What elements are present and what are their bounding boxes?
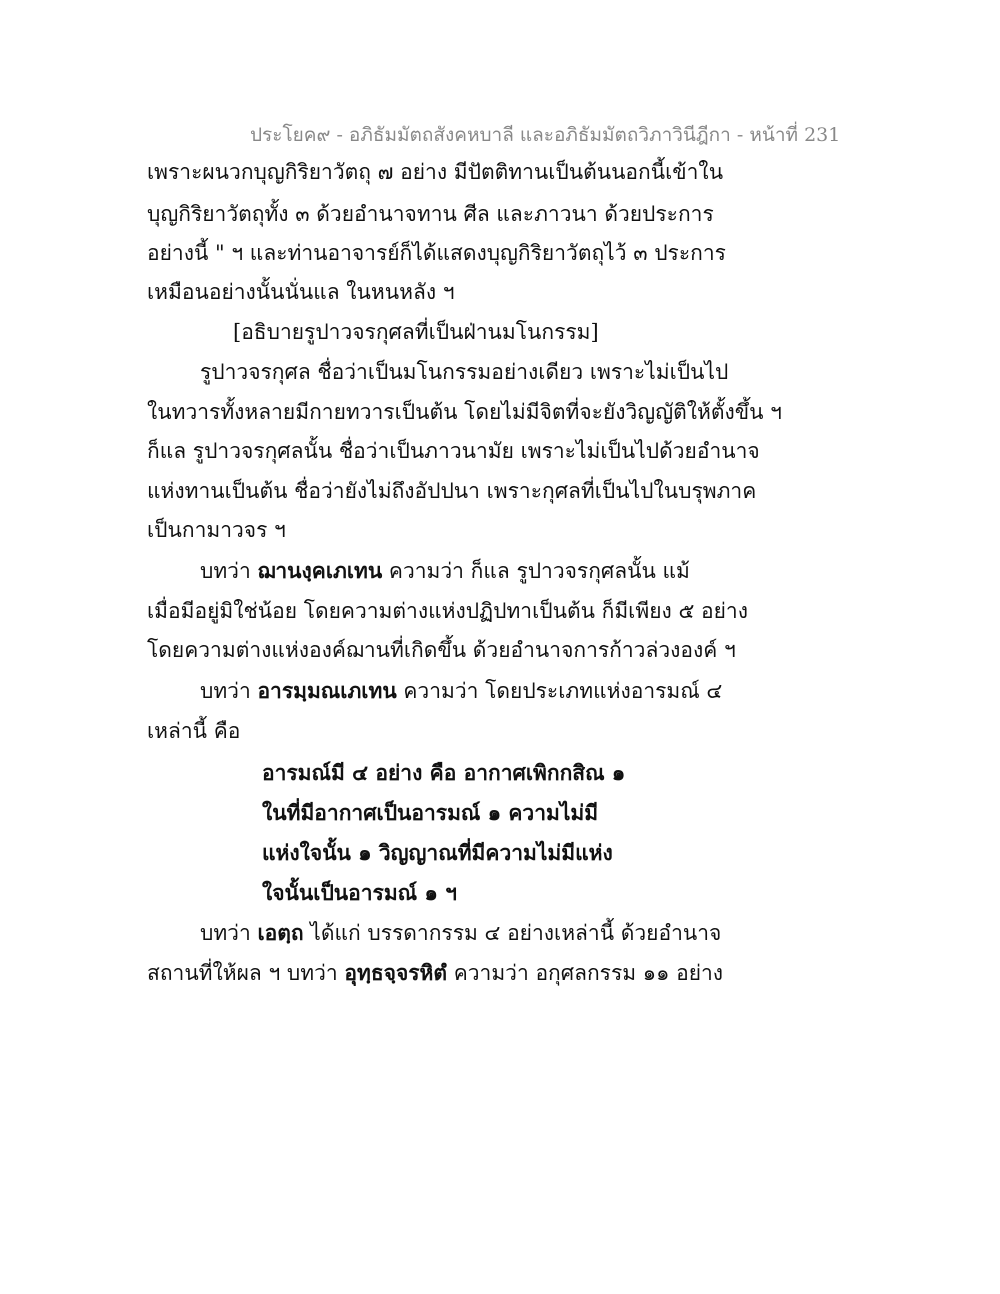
paragraph-line: บุญกิริยาวัตถุทั้ง ๓ ด้วยอำนาจทาน ศีล และภาวนา ด้วยประการ <box>147 202 714 226</box>
paragraph-line: เหล่านี้ คือ <box>147 719 241 743</box>
paragraph-line <box>200 676 722 706</box>
paragraph-line: เพราะผนวกบุญกิริยาวัตถุ ๗ อย่าง มีปัตติทานเป็นต้นนอกนี้เข้าใน <box>147 160 724 184</box>
plain-text: ได้แก่ บรรดากรรม ๔ อย่างเหล่านี้ ด้วยอำนาจ <box>303 921 722 945</box>
section-heading: [อธิบายรูปาวจรกุศลที่เป็นฝ่านมโนกรรม] <box>233 320 599 344</box>
paragraph-line: ในทวารทั้งหลายมีกายทวารเป็นต้น โดยไม่มีจิตที่จะยังวิญญัติให้ตั้งขึ้น ฯ <box>147 400 782 424</box>
plain-text: ความว่า โดยประเภทแห่งอารมณ์ ๔ <box>396 679 723 703</box>
paragraph-line: อย่างนี้ " ฯ และท่านอาจารย์ก็ได้แสดงบุญกิริยาวัตถุไว้ ๓ ประการ <box>147 241 726 265</box>
plain-text: บทว่า <box>200 679 258 703</box>
plain-text: สถานที่ให้ผล ฯ บทว่า <box>147 961 345 985</box>
pali-term: ฌานงฺคเภเทน <box>257 558 383 583</box>
plain-text: บทว่า <box>200 559 258 583</box>
pali-term: เอตฺถ <box>257 920 304 945</box>
paragraph-line: ก็แล รูปาวจรกุศลนั้น ชื่อว่าเป็นภาวนามัย เพราะไม่เป็นไปด้วยอำนาจ <box>147 439 760 463</box>
verse-line: อารมณ์มี ๔ อย่าง คือ อากาศเพิกกสิณ ๑ <box>262 760 626 785</box>
paragraph-line: โดยความต่างแห่งองค์ฌานที่เกิดขึ้น ด้วยอำนาจการก้าวล่วงองค์ ฯ <box>147 638 736 662</box>
plain-text: ความว่า ก็แล รูปาวจรกุศลนั้น แม้ <box>382 559 690 583</box>
paragraph-line: เป็นกามาวจร ฯ <box>147 518 286 542</box>
paragraph-line <box>200 918 721 948</box>
paragraph-line <box>200 556 690 586</box>
verse-line: ใจนั้นเป็นอารมณ์ ๑ ฯ <box>262 880 457 905</box>
plain-text: บทว่า <box>200 921 258 945</box>
paragraph-line: เมื่อมีอยู่มิใช่น้อย โดยความต่างแห่งปฏิปทาเป็นต้น ก็มีเพียง ๕ อย่าง <box>147 599 748 623</box>
verse-line: ในที่มีอากาศเป็นอารมณ์ ๑ ความไม่มี <box>262 800 599 825</box>
paragraph-line: แห่งทานเป็นต้น ชื่อว่ายังไม่ถึงอัปปนา เพราะกุศลที่เป็นไปในบรุพภาค <box>147 479 757 503</box>
pali-term: อารมฺมณเภเทน <box>257 678 397 703</box>
paragraph-line: รูปาวจรกุศล ชื่อว่าเป็นมโนกรรมอย่างเดียว เพราะไม่เป็นไป <box>200 360 729 384</box>
verse-line: แห่งใจนั้น ๑ วิญญาณที่มีความไม่มีแห่ง <box>262 840 613 865</box>
pali-term: อุทฺธจฺจรหิตํ <box>344 960 448 985</box>
paragraph-line <box>147 958 723 988</box>
paragraph-line: เหมือนอย่างนั้นนั่นแล ในหนหลัง ฯ <box>147 280 455 304</box>
plain-text: ความว่า อกุศลกรรม ๑๑ อย่าง <box>447 961 724 985</box>
page-header: ประโยค๙ - อภิธัมมัตถสังคหบาลี และอภิธัมมัตถวิภาวินีฎีกา - หน้าที่ 231 <box>250 124 841 146</box>
